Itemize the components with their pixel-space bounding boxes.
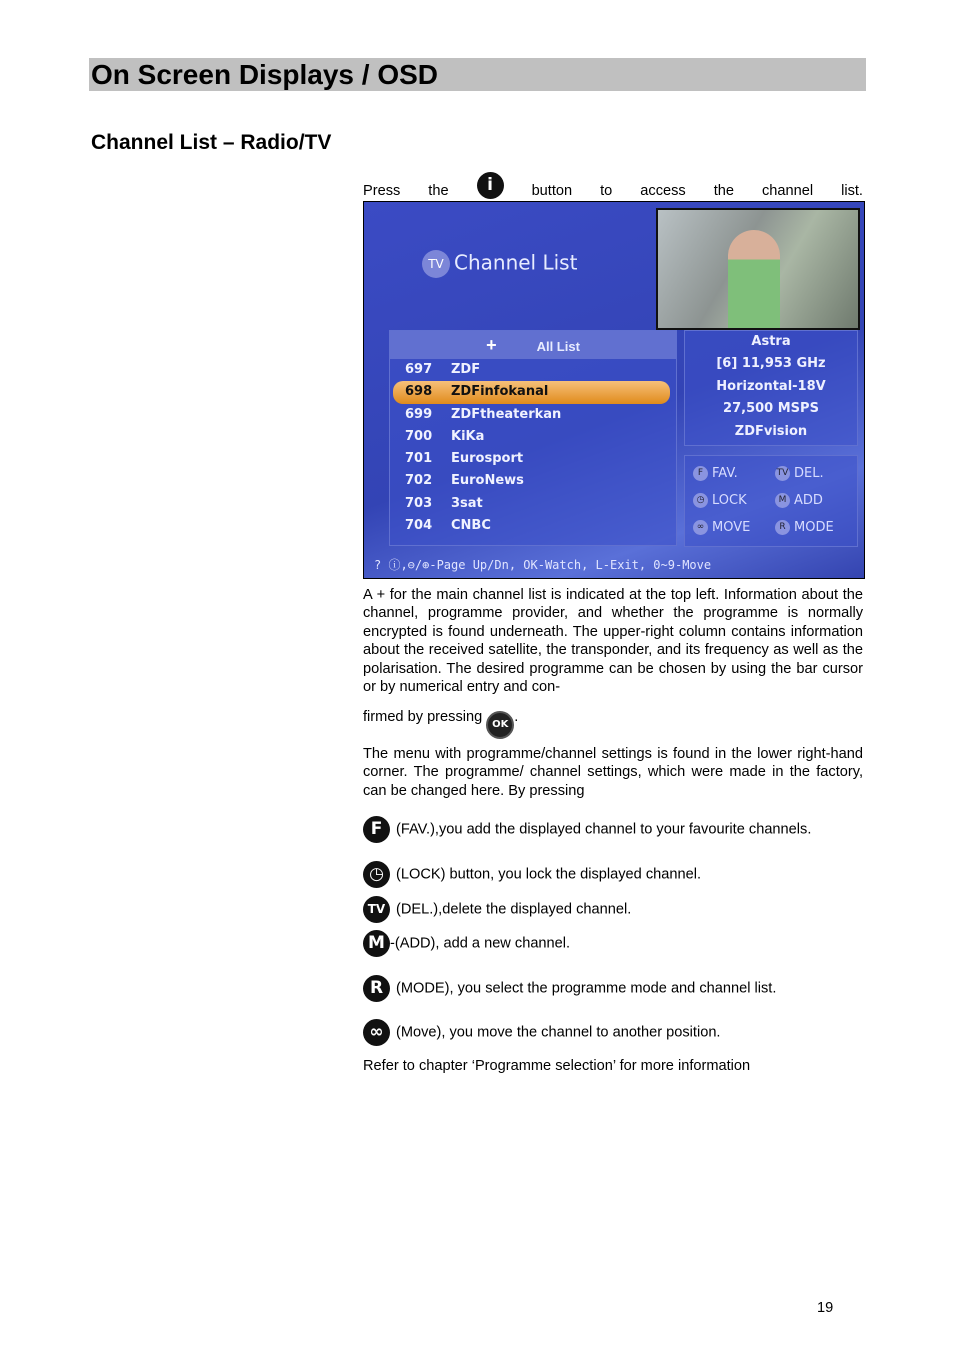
channel-number: 698 [405, 384, 433, 400]
intro-word: button [531, 182, 573, 199]
description-paragraph: A + for the main channel list is indicated at the top left. Information about the channel, programme provider, and whether the programme is normally encrypted is found underneath. The upper-right column contains information about the received satellite, the transponder, and its frequency as well as the polarisation. The desired programme can be chosen by using the bar cursor or by numerical entry and con- [363, 587, 863, 696]
menu-del[interactable] [775, 466, 824, 481]
channel-name: 3sat [451, 495, 483, 511]
intro-word: to [600, 182, 613, 199]
section-title: Channel List – Radio/TV [91, 131, 332, 154]
intro-word: list. [841, 182, 863, 199]
instruction-text: (DEL.),delete the displayed channel. [396, 901, 632, 918]
menu-lock[interactable] [693, 493, 747, 508]
intro-word: access [640, 182, 686, 199]
fav-button-icon: F [363, 816, 390, 843]
list-header [390, 331, 676, 359]
channel-number: 704 [405, 518, 433, 534]
instruction-text: (FAV.),you add the displayed channel to your favourite channels. [396, 821, 812, 838]
clock-button-icon: ◷ [363, 861, 390, 888]
r-button-icon: R [363, 975, 390, 1002]
menu-label: LOCK [712, 493, 747, 508]
move-key-icon: ∞ [693, 520, 708, 535]
channel-row[interactable] [390, 426, 676, 448]
channel-name: KiKa [451, 428, 485, 444]
move-button-icon: ∞ [363, 1019, 390, 1046]
channel-number: 703 [405, 495, 433, 511]
channel-list-panel [389, 330, 677, 546]
symbol-rate: 27,500 MSPS [723, 401, 819, 417]
channel-number: 700 [405, 428, 433, 444]
fav-instruction [363, 816, 811, 843]
channel-number: 702 [405, 473, 433, 489]
tv-channel-list-screenshot [363, 201, 865, 579]
osd-title [422, 250, 577, 278]
ok-button-icon: OK [486, 711, 514, 739]
intro-word: Press [363, 182, 401, 199]
satellite-name: Astra [751, 334, 791, 349]
m-key-icon: M [775, 493, 790, 508]
tv-key-icon: TV [775, 466, 790, 481]
channel-number: 697 [405, 362, 433, 377]
channel-name: ZDFinfokanal [451, 384, 549, 400]
video-preview [656, 208, 860, 330]
page-number: 19 [817, 1300, 834, 1316]
instruction-text: (MODE), you select the programme mode and channel list. [396, 980, 777, 997]
menu-label: DEL. [794, 466, 824, 481]
channel-name: CNBC [451, 518, 491, 534]
presenter-image [728, 230, 780, 328]
channel-row-selected[interactable] [393, 381, 670, 403]
confirm-text: firmed by pressing [363, 709, 483, 725]
del-instruction [363, 896, 631, 923]
channel-name: ZDFtheaterkan [451, 406, 562, 422]
info-button-icon: i [477, 172, 504, 199]
satellite-info-panel [684, 330, 858, 446]
move-instruction [363, 1019, 721, 1046]
plus-icon: + [486, 335, 497, 355]
menu-label: MODE [794, 520, 834, 535]
menu-move[interactable] [693, 520, 750, 535]
menu-add[interactable] [775, 493, 823, 508]
list-header-label: All List [536, 339, 580, 354]
lock-instruction [363, 861, 701, 888]
add-instruction [363, 930, 570, 957]
channel-name: ZDF [451, 362, 481, 377]
settings-paragraph: The menu with programme/channel settings is found in the lower right-hand corner. The programme/ channel settings, which were made in the factory, can be changed here. By pressing [363, 746, 863, 799]
menu-label: MOVE [712, 520, 751, 535]
channel-row[interactable] [390, 448, 676, 470]
tv-button-icon: TV [363, 896, 390, 923]
m-button-icon: M [363, 930, 390, 957]
menu-label: FAV. [712, 466, 738, 481]
clock-key-icon: ◷ [693, 493, 708, 508]
intro-word: channel [761, 182, 814, 199]
channel-row[interactable] [390, 404, 676, 426]
channel-number: 701 [405, 451, 433, 467]
confirm-line: firmed by pressing OK . [363, 708, 863, 739]
fav-key-icon: F [693, 466, 708, 481]
intro-line [363, 172, 863, 200]
channel-row[interactable] [390, 493, 676, 515]
intro-word: the [713, 182, 734, 199]
instruction-text: (LOCK) button, you lock the displayed channel. [396, 866, 702, 883]
mode-instruction [363, 975, 776, 1002]
channel-settings-menu [684, 455, 858, 547]
r-key-icon: R [775, 520, 790, 535]
channel-row[interactable] [390, 359, 676, 381]
menu-mode[interactable] [775, 520, 834, 535]
intro-word: the [428, 182, 449, 199]
channel-name: Eurosport [451, 451, 524, 467]
transponder-frequency: [6] 11,953 GHz [716, 356, 826, 372]
polarisation: Horizontal-18V [716, 378, 826, 394]
provider: ZDFvision [734, 423, 808, 439]
menu-fav[interactable] [693, 466, 738, 481]
menu-label: ADD [794, 493, 823, 508]
page-title: On Screen Displays / OSD [91, 59, 439, 90]
tv-icon: TV [422, 250, 450, 278]
closing-note: Refer to chapter ‘Programme selection’ for more information [363, 1058, 751, 1074]
channel-name: EuroNews [451, 473, 524, 489]
channel-row[interactable] [390, 515, 676, 537]
channel-row[interactable] [390, 470, 676, 492]
header-bar [89, 58, 866, 91]
instruction-text: -(ADD), add a new channel. [390, 935, 571, 952]
instruction-text: (Move), you move the channel to another position. [396, 1024, 721, 1041]
osd-title-text: Channel List [454, 250, 578, 275]
channel-number: 699 [405, 406, 433, 422]
osd-help-bar: ? ⓘ,⊖/⊕-Page Up/Dn, OK-Watch, L-Exit, 0~9-Move [374, 558, 712, 572]
